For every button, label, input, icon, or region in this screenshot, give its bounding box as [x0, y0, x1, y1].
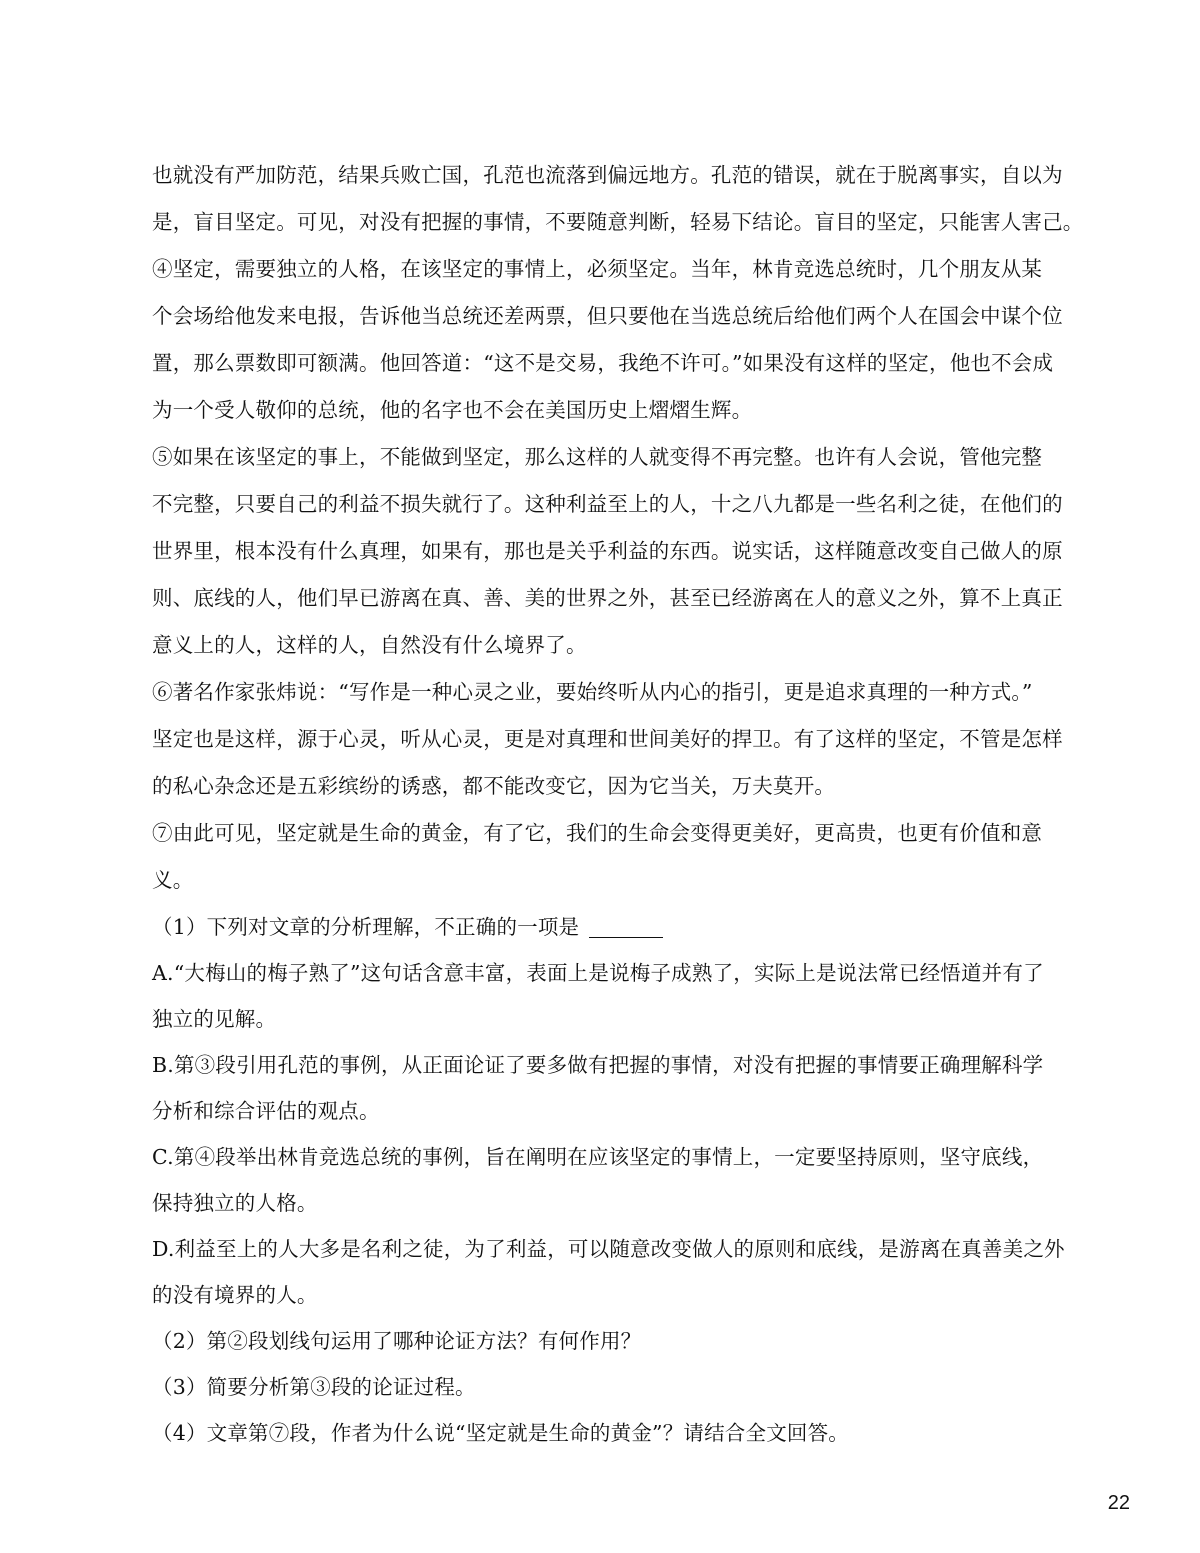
question-1-text: （1）下列对文章的分析理解，不正确的一项是: [152, 915, 580, 939]
page-content: [152, 152, 1084, 1456]
option-d-line: 的没有境界的人。: [152, 1283, 318, 1307]
question-2: （2）第②段划线句运用了哪种论证方法？有何作用？: [152, 1329, 642, 1353]
passage-line: 世界里，根本没有什么真理，如果有，那也是关乎利益的东西。说实话，这样随意改变自己做人的原: [152, 539, 1063, 563]
passage-line: 不完整，只要自己的利益不损失就行了。这种利益至上的人，十之八九都是一些名利之徒，在他们的: [152, 492, 1063, 516]
passage-line: ④坚定，需要独立的人格，在该坚定的事情上，必须坚定。当年，林肯竞选总统时，几个朋友从某: [152, 257, 1043, 281]
passage-line: 义。: [152, 868, 194, 892]
answer-blank: [589, 919, 663, 938]
option-b-line: 分析和综合评估的观点。: [152, 1099, 380, 1123]
passage-line: 坚定也是这样，源于心灵，听从心灵，更是对真理和世间美好的捍卫。有了这样的坚定，不管是怎样: [152, 727, 1063, 751]
passage-line: ⑤如果在该坚定的事上，不能做到坚定，那么这样的人就变得不再完整。也许有人会说，管他完整: [152, 445, 1043, 469]
page-number: 22: [1107, 1492, 1130, 1514]
passage-line: 也就没有严加防范，结果兵败亡国，孔范也流落到偏远地方。孔范的错误，就在于脱离事实，自以为: [152, 163, 1063, 187]
question-3: （3）简要分析第③段的论证过程。: [152, 1375, 476, 1399]
passage-line: 个会场给他发来电报，告诉他当总统还差两票，但只要他在当选总统后给他们两个人在国会中谋个位: [152, 304, 1063, 328]
passage-line: ⑥著名作家张炜说：“写作是一种心灵之业，要始终听从内心的指引，更是追求真理的一种方式。”: [152, 680, 1033, 704]
passage-line: 是，盲目坚定。可见，对没有把握的事情，不要随意判断，轻易下结论。盲目的坚定，只能害人害己。: [152, 210, 1084, 234]
passage-line: ⑦由此可见，坚定就是生命的黄金，有了它，我们的生命会变得更美好，更高贵，也更有价值和意: [152, 821, 1043, 845]
passage-line: 置，那么票数即可额满。他回答道：“这不是交易，我绝不许可。”如果没有这样的坚定，他也不会成: [152, 351, 1054, 375]
option-a-line: 独立的见解。: [152, 1007, 277, 1031]
option-b-line: B.第③段引用孔范的事例，从正面论证了要多做有把握的事情，对没有把握的事情要正确理解科学: [152, 1053, 1044, 1077]
question-4: （4）文章第⑦段，作者为什么说“坚定就是生命的黄金”？请结合全文回答。: [152, 1421, 850, 1445]
passage-line: 的私心杂念还是五彩缤纷的诱惑，都不能改变它，因为它当关，万夫莫开。: [152, 774, 836, 798]
option-c-line: C.第④段举出林肯竞选总统的事例，旨在阐明在应该坚定的事情上，一定要坚持原则，坚守底线，: [152, 1145, 1044, 1169]
passage-line: 意义上的人，这样的人，自然没有什么境界了。: [152, 633, 587, 657]
option-a-line: A.“大梅山的梅子熟了”这句话含意丰富，表面上是说梅子成熟了，实际上是说法常已经悟道并有了: [152, 961, 1044, 985]
option-d-line: D.利益至上的人大多是名利之徒，为了利益，可以随意改变做人的原则和底线，是游离在真善美之外: [152, 1237, 1065, 1261]
passage-line: 为一个受人敬仰的总统，他的名字也不会在美国历史上熠熠生辉。: [152, 398, 753, 422]
question-1: [152, 904, 1078, 950]
option-c-line: 保持独立的人格。: [152, 1191, 318, 1215]
passage-line: 则、底线的人，他们早已游离在真、善、美的世界之外，甚至已经游离在人的意义之外，算不上真正: [152, 586, 1063, 610]
